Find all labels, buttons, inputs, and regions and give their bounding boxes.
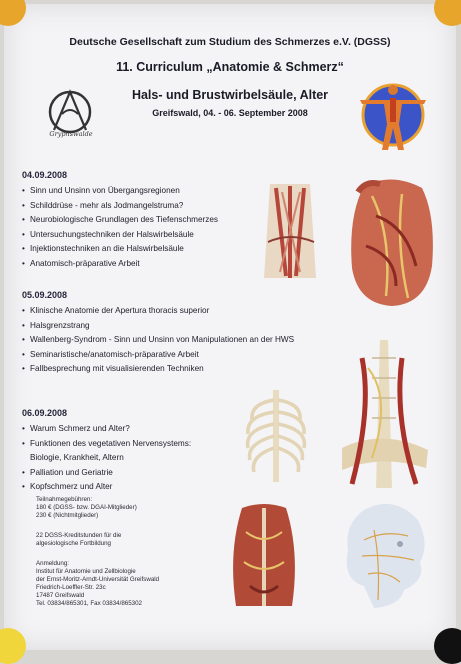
fees-title: Teilnahmegebühren: [36,496,93,503]
day-2-section [22,290,294,377]
list-item: • Wallenberg-Syndrom - Sinn und Unsinn von Manipulationen an der HWS [22,335,295,345]
list-item: • Klinische Anatomie der Apertura thoracis superior [22,306,210,315]
day-2-date: 05.09.2008 [22,290,68,300]
pushpin-top-left [0,0,26,26]
poster [4,4,456,650]
pushpin-top-right [434,0,461,26]
list-item: Biologie, Krankheit, Altern [30,453,124,463]
head-neck-dissection-illustration [346,176,438,308]
organization-title: Deutsche Gesellschaft zum Studium des Schmerzes e.V. (DGSS) [69,36,391,48]
list-item: • Halsgrenzstrang [22,320,90,330]
list-item: • Kopfschmerz und Alter [22,482,113,492]
back-dissection-illustration [226,502,302,612]
fees-block [36,496,137,520]
place-date: Greifswald, 04. - 06. September 2008 [152,108,308,118]
registration-line: Institut für Anatomie und Zellbiologie [36,568,136,575]
registration-line: Friedrich-Loeffler-Str. 23c [36,584,106,591]
registration-line: Tel. 03834/865301, Fax 03834/865302 [36,600,142,607]
head-nerves-illustration [334,500,438,612]
day-1-date: 04.09.2008 [22,170,68,180]
credits-block [36,532,121,548]
curriculum-title: 11. Curriculum „Anatomie & Schmerz“ [116,60,344,74]
logo-caption: Gryphswalde [49,130,93,138]
greifswald-logo [40,86,100,148]
cervical-spine-vessels-illustration [332,338,436,488]
credits-line: 22 DGSS-Kreditstunden für die [36,532,122,539]
day-3-section [22,408,191,495]
list-item: • Untersuchungstechniken der Halswirbelsäule [22,229,194,239]
day-3-date: 06.09.2008 [22,408,68,418]
registration-line: der Ernst-Moritz-Arndt-Universität Greifswald [36,576,160,583]
pushpin-bottom-left [0,628,26,664]
list-item: • Funktionen des vegetativen Nervensystems: [22,438,192,448]
human-figure-emblem [354,76,432,154]
pushpin-bottom-right [434,628,461,664]
list-item: • Injektionstechniken an die Halswirbelsäule [22,244,184,254]
ribcage-illustration [244,390,308,482]
fees-members: 180 € (DGSS- bzw. DGAI-Mitglieder) [36,504,137,511]
list-item: • Anatomisch-präparative Arbeit [22,258,140,268]
list-item: • Seminaristische/anatomisch-präparative Arbeit [22,349,199,359]
credits-line: algesiologische Fortbildung [36,540,111,547]
list-item: • Palliation und Geriatrie [22,467,113,477]
list-item: • Fallbesprechung mit visualisierenden Techniken [22,364,204,374]
list-item: • Neurobiologische Grundlagen des Tiefenschmerzes [22,215,218,225]
day-1-section [22,170,218,272]
registration-line: Anmeldung: [36,560,70,567]
list-item: • Sinn und Unsinn von Übergangsregionen [22,186,180,195]
registration-block [36,560,159,608]
subtitle: Hals- und Brustwirbelsäule, Alter [131,88,329,102]
neck-anatomy-illustration [260,182,322,280]
list-item: • Schilddrüse - mehr als Jodmangelstruma? [22,200,184,210]
registration-line: 17487 Greifswald [36,592,85,599]
fees-non-members: 230 € (Nichtmitglieder) [36,512,99,519]
list-item: • Warum Schmerz und Alter? [22,424,130,433]
